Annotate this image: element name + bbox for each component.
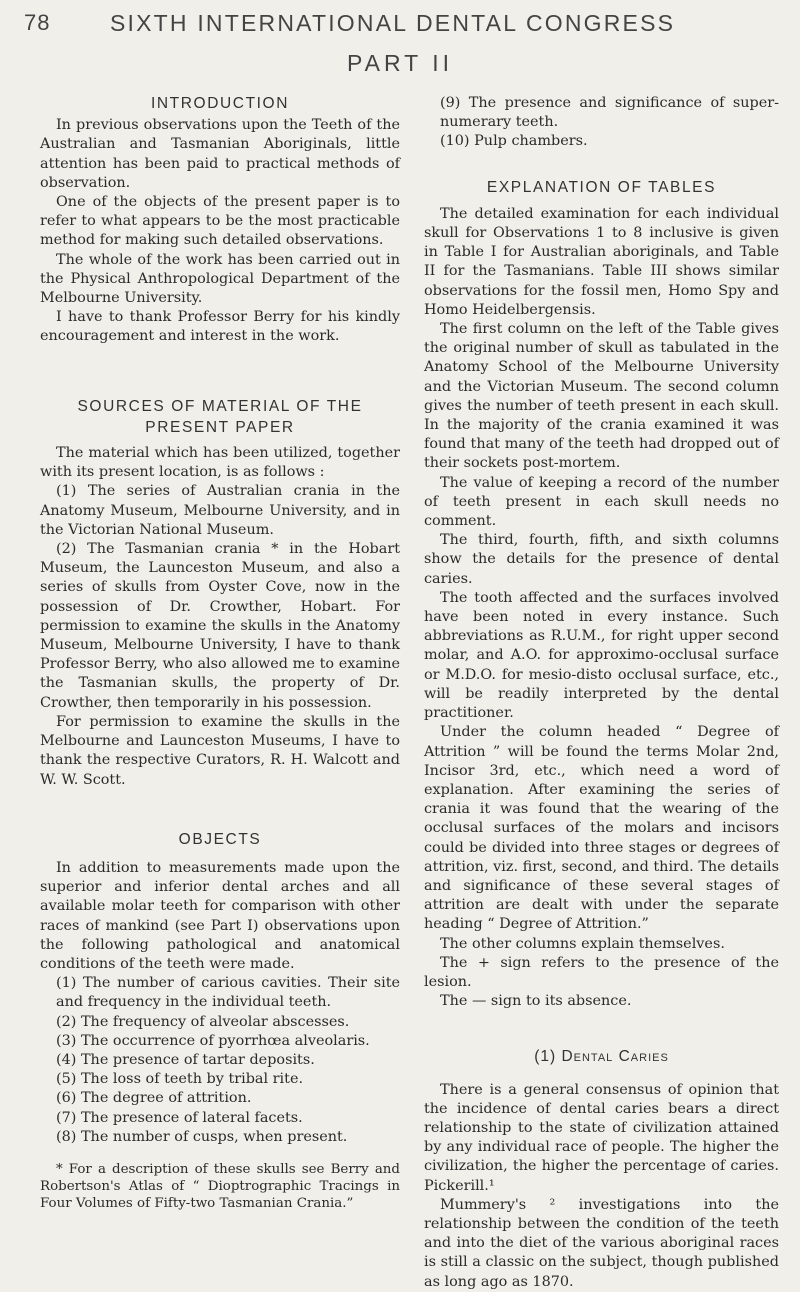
paragraph: For permission to examine the skulls in the Melbourne and Launceston Museums, I have to thank the respective Curators, R. H. Walcott and W. W. Scott. [40,713,400,788]
list-item: (2) The frequency of alveolar abscesses. [56,1013,350,1030]
paragraph: Under the column headed “ Degree of Attrition ” will be found the terms Molar 2nd, Incisor 3rd, etc., which need a word of explanation. After examining the series of crania it was found that the wearing of the occlusal surfaces of the molars and incisors could be divided into three stages or degrees of attrition, viz. first, second, and third. The details and significance of these several stages of attrition are dealt with under the separate heading “ Degree of Attrition.” [424,724,779,933]
objects-heading: OBJECTS [178,830,262,848]
left-column [40,94,400,1212]
part-title: PART II [347,50,453,76]
list-item: (4) The presence of tartar deposits. [56,1051,315,1068]
dental-caries-heading: (1) Dental Caries [534,1048,669,1066]
list-item: (8) The number of cusps, when present. [56,1128,348,1145]
page-number: 78 [24,10,51,35]
list-item: (6) The degree of attrition. [56,1090,252,1107]
paragraph: (2) The Tasmanian crania * in the Hobart Museum, the Launceston Museum, and also a series of skulls from Oyster Cove, now in the possession of Dr. Crowther, Hobart. For permission to examine the skulls in the Anatomy Museum, Melbourne University, I have to thank Professor Berry, who also allowed me to examine the Tasmanian skulls, the property of Dr. Crowther, then temporarily in his possession. [40,541,400,711]
paragraph: The + sign refers to the presence of the lesion. [424,954,779,990]
right-column [424,94,779,1292]
footnote: * For a description of these skulls see Berry and Robertson's Atlas of “ Dioptrographic Tracings in Four Volumes of Fifty-two Tasmanian Crania.” [40,1161,400,1211]
paragraph: The — sign to its absence. [440,993,632,1010]
paragraph: Mummery's ² investigations into the relationship between the condition of the teeth and into the diet of the various aboriginal races is still a classic on the subject, though published as long ago as 1870. [424,1196,779,1290]
sources-heading-line-1: SOURCES OF MATERIAL OF THE [77,397,363,415]
paragraph: In addition to measurements made upon the superior and inferior dental arches and all available molar teeth for comparison with other races of mankind (see Part I) observations upon the following pathological and anatomical conditions of the teeth were made. [40,859,400,972]
list-item: (10) Pulp chambers. [440,133,588,150]
list-item: (1) The number of carious cavities. Their site and frequency in the individual teeth. [56,975,400,1011]
list-item: (3) The occurrence of pyorrhœa alveolaris. [56,1032,370,1049]
paragraph: The detailed examination for each individual skull for Observations 1 to 8 inclusive is given in Table I for Australian aboriginals, and Table II for the Tasmanians. Table III shows similar observations for the fossil men, Homo Spy and Homo Heidelbergensis. [424,205,779,318]
paragraph: The first column on the left of the Table gives the original number of skull as tabulated in the Anatomy School of the Melbourne University and the Victorian Museum. The second column gives the number of teeth present in each skull. In the majority of the crania examined it was found that many of the teeth had dropped out of their sockets post-mortem. [424,321,779,472]
list-item: (7) The presence of lateral facets. [56,1109,303,1126]
paragraph: The third, fourth, fifth, and sixth columns show the details for the presence of dental caries. [424,532,779,587]
page-header [0,0,800,40]
paragraph: The material which has been utilized, together with its present location, is as follows : [40,445,400,481]
paragraph: The whole of the work has been carried out in the Physical Anthropological Department of the Melbourne University. [40,251,400,307]
paragraph: In previous observations upon the Teeth of the Australian and Tasmanian Aboriginals, little attention has been paid to practical methods of observation. [40,117,400,191]
sources-heading-line-2: PRESENT PAPER [145,418,295,436]
introduction-heading: INTRODUCTION [150,95,290,112]
running-head: SIXTH INTERNATIONAL DENTAL CONGRESS [110,10,676,36]
list-item: (9) The presence and significance of super-numerary teeth. [440,95,779,131]
paragraph: There is a general consensus of opinion that the incidence of dental caries bears a direct relationship to the state of civilization attained by any individual race of people. The higher the civilization, the higher the percentage of caries. Pickerill.¹ [424,1081,779,1194]
list-item: (5) The loss of teeth by tribal rite. [56,1071,304,1088]
paragraph: (1) The series of Australian crania in the Anatomy Museum, Melbourne University, and in the Victorian National Museum. [40,483,400,538]
paragraph: The other columns explain themselves. [440,935,725,952]
paragraph: The value of keeping a record of the number of teeth present in each skull needs no comment. [424,474,779,530]
paragraph: I have to thank Professor Berry for his kindly encouragement and interest in the work. [40,309,400,345]
tables-heading: EXPLANATION OF TABLES [486,178,717,196]
paragraph: The tooth affected and the surfaces involved have been noted in every instance. Such abbreviations as R.U.M., for right upper second molar, and A.O. for approximo-occlusal surface or M.D.O. for mesio-disto occlusal surface, etc., will be readily interpreted by the dental practitioner. [424,589,779,722]
paragraph: One of the objects of the present paper is to refer to what appears to be the most practicable method for making such detailed observations. [40,194,400,249]
